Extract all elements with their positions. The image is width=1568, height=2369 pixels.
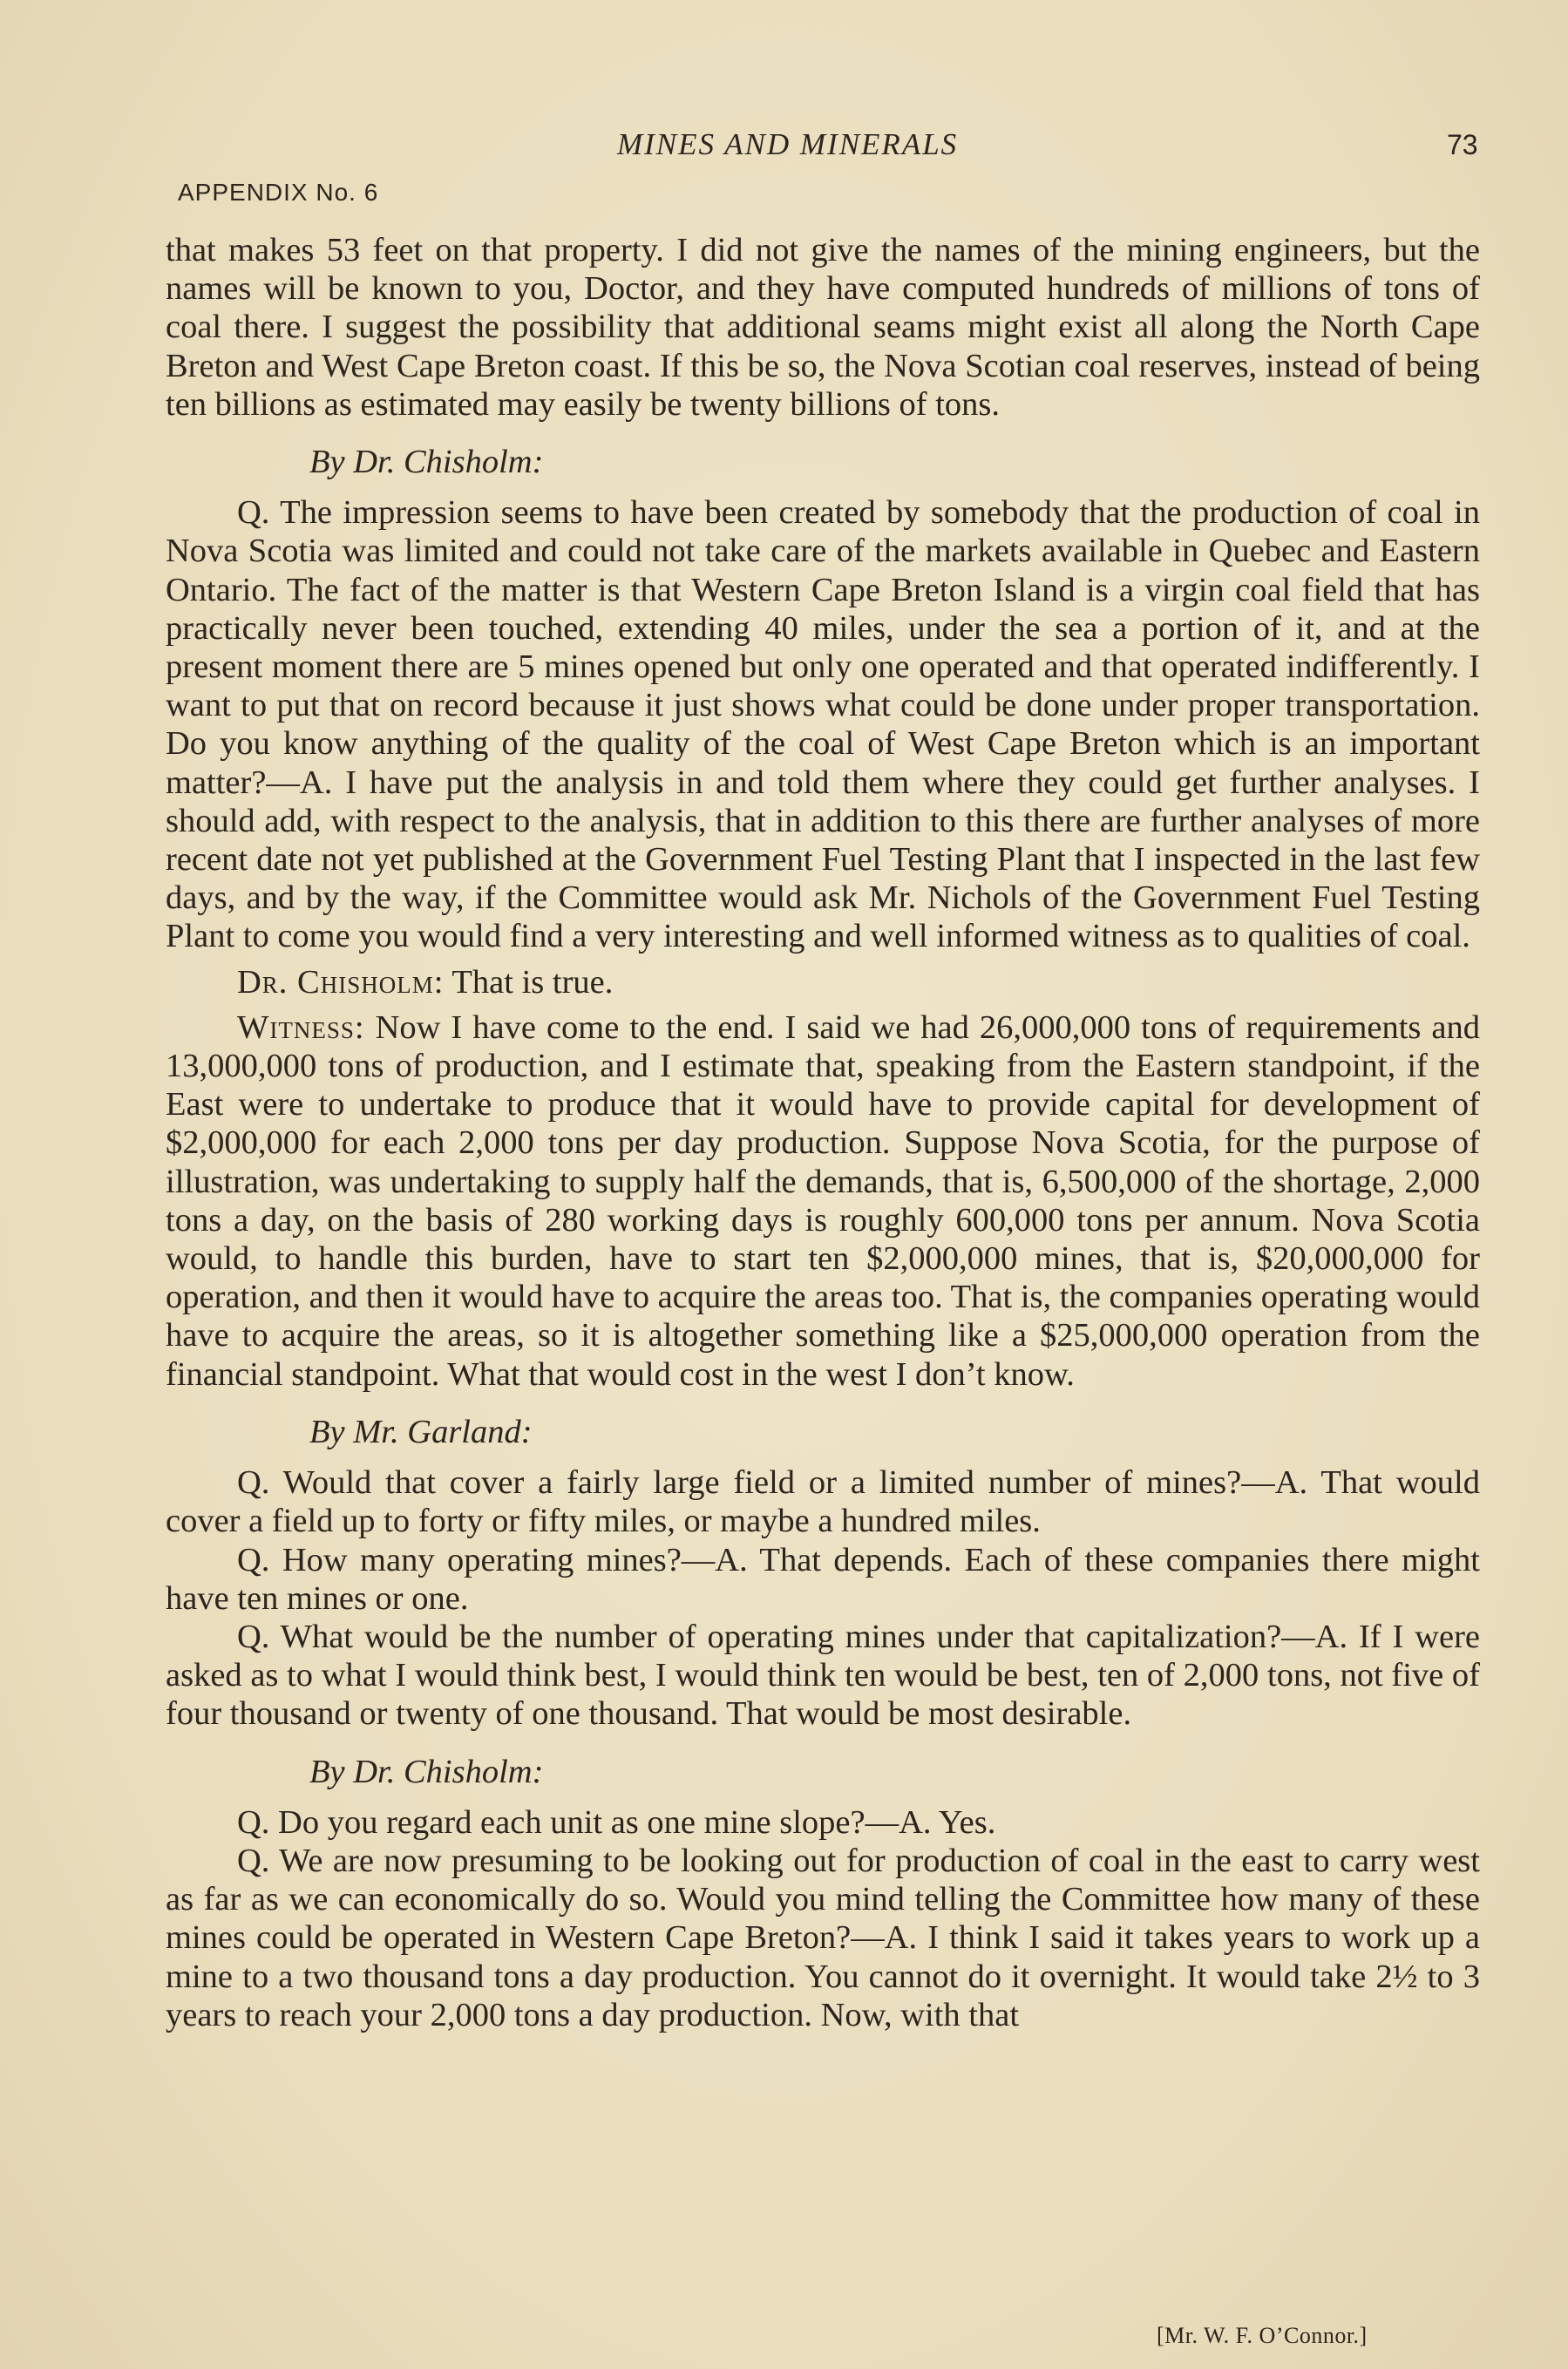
speaker-text: Now I have come to the end. I said we had 26,000,000 tons of requirements and 13,000,000 tons of production, and I estimate that, speaking from the Eastern standpoint, if the East were to undertake to produce that it would have to provide capital for development of $2,000,000 for each 2,000 tons per day production. Suppose Nova Scotia, for the purpose of illustration, was undertaking to supply half the demands, that is, 6,500,000 of the shortage, 2,000 tons a day, on the basis of 280 working days is roughly 600,000 tons per annum. Nova Scotia would, to handle this burden, have to start ten $2,000,000 mines, that is, $20,000,000 for operation, and then it would have to acquire the areas too. That is, the companies operating would have to acquire the areas, so it is altogether something like a $25,000,000 operation from the financial standpoint. What that would cost in the west I don’t know. — [166, 1008, 1480, 1393]
running-title: MINES AND MINERALS — [617, 127, 959, 161]
speaker-heading: By Mr. Garland: — [309, 1413, 533, 1450]
running-head — [0, 127, 1568, 171]
body-text — [166, 231, 1480, 2034]
speaker-heading: By Dr. Chisholm: — [309, 444, 544, 481]
appendix-label: APPENDIX No. 6 — [178, 179, 379, 206]
paragraph: Q. We are now presuming to be looking out for production of coal in the east to carry west as far as we can economically do so. Would you mind telling the Committee how many of these mines could be operated in Western Cape Breton?—A. I think I said it takes years to work up a mine to a two thousand tons a day production. You cannot do it overnight. It would take 2½ to 3 years to reach your 2,000 tons a day production. Now, with that — [166, 1842, 1480, 2033]
paragraph: Q. The impression seems to have been created by somebody that the production of coal in Nova Scotia was limited and could not take care of the markets available in Quebec and Eastern Ontario. The fact of the matter is that Western Cape Breton Island is a virgin coal field that has practically never been touched, extending 40 miles, under the sea a portion of it, and at the present moment there are 5 mines opened but only one operated and that operated indifferently. I want to put that on record because it just shows what could be done under proper transportation. Do you know anything of the quality of the coal of West Cape Breton which is an important matter?—A. I have put the analysis in and told them where they could get further analyses. I should add, with respect to the analysis, that in addition to this there are further analyses of more recent date not yet published at the Government Fuel Testing Plant that I inspected in the last few days, and by the way, if the Committee would ask Mr. Nichols of the Government Fuel Testing Plant to come you would find a very interesting and well informed witness as to qualities of coal. — [166, 494, 1480, 955]
paragraph — [166, 1008, 1480, 1394]
paragraph: that makes 53 feet on that property. I did not give the names of the mining engineers, but the names will be known to you, Doctor, and they have computed hundreds of millions of tons of coal there. I suggest the possibility that additional seams might exist all along the North Cape Breton and West Cape Breton coast. If this be so, the Nova Scotian coal reserves, instead of being ten billions as estimated may easily be twenty billions of tons. — [166, 232, 1480, 423]
paragraph: Q. Would that cover a fairly large field or a limited number of mines?—A. That would cover a field up to forty or fifty miles, or maybe a hundred miles. — [166, 1464, 1480, 1540]
speaker-heading: By Dr. Chisholm: — [309, 1753, 544, 1790]
paragraph: Q. Do you regard each unit as one mine slope?—A. Yes. — [237, 1803, 996, 1841]
speaker-text: That is true. — [451, 963, 614, 1001]
speaker-name: Dr. Chisholm: — [237, 963, 445, 1001]
footer-attribution: [Mr. W. F. O’Connor.] — [1157, 2323, 1368, 2348]
paragraph — [166, 963, 1480, 1001]
page-number: 73 — [1447, 129, 1478, 160]
speaker-name: Witness: — [237, 1008, 365, 1046]
paragraph: Q. How many operating mines?—A. That depends. Each of these companies there might have ten mines or one. — [166, 1541, 1480, 1617]
paragraph: Q. What would be the number of operating mines under that capitalization?—A. If I were asked as to what I would think best, I would think ten would be best, ten of 2,000 tons, not five of four thousand or twenty of one thousand. That would be most desirable. — [166, 1618, 1480, 1733]
